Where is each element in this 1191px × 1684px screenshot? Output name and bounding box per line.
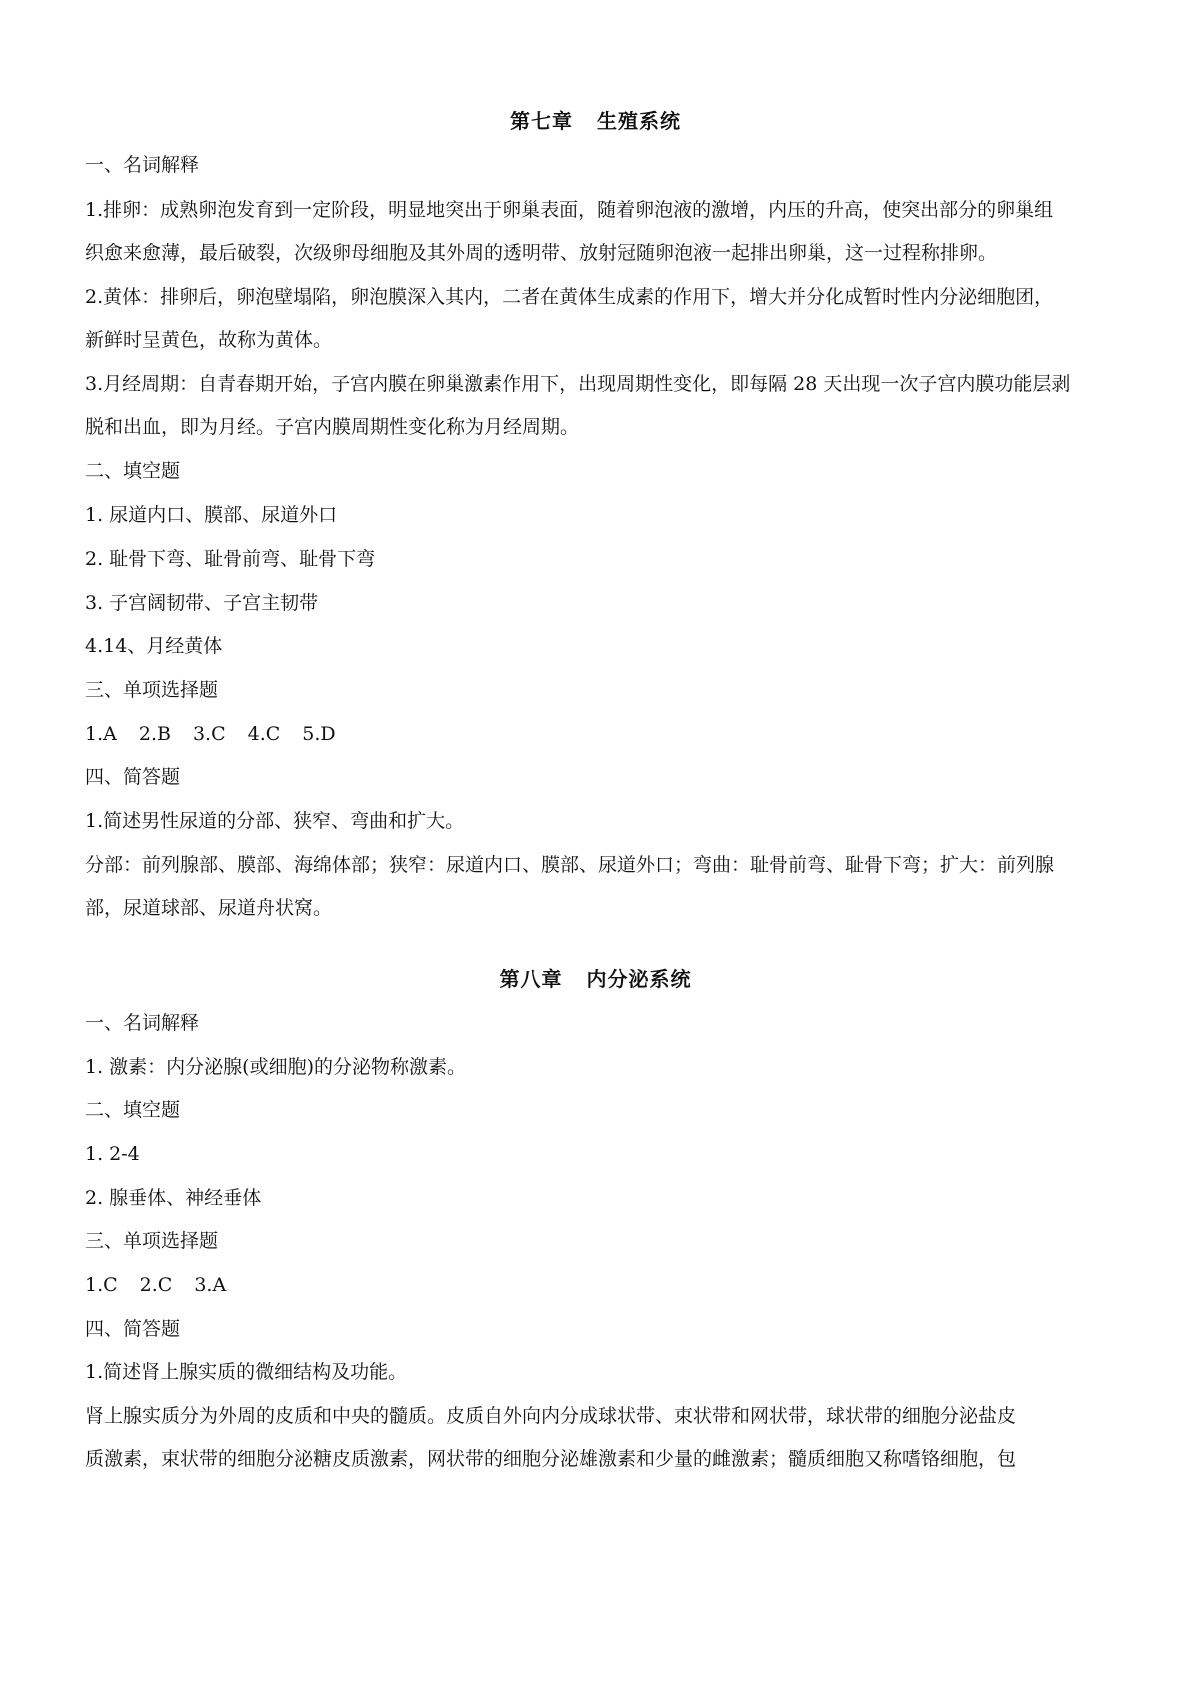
mc-answer: 1.A bbox=[85, 723, 117, 745]
ch7-def-ovulation-line2: 织愈来愈薄，最后破裂，次级卵母细胞及其外周的透明带、放射冠随卵泡液一起排出卵巢，这一过程称排卵。 bbox=[85, 242, 998, 264]
ch7-short-question-1: 1.简述男性尿道的分部、狭窄、弯曲和扩大。 bbox=[85, 810, 465, 832]
ch8-def-hormone: 1. 激素：内分泌腺(或细胞)的分泌物称激素。 bbox=[85, 1056, 466, 1078]
ch8-section-short-answer: 四、简答题 bbox=[85, 1318, 181, 1340]
ch8-section-fill-blank: 二、填空题 bbox=[85, 1099, 181, 1121]
ch8-fill-answer-2: 2. 腺垂体、神经垂体 bbox=[85, 1187, 262, 1209]
ch7-def-corpus-luteum-line1: 2.黄体：排卵后，卵泡壁塌陷，卵泡膜深入其内，二者在黄体生成素的作用下，增大并分化成暂时性内分泌细胞团， bbox=[85, 286, 1054, 308]
ch8-fill-answer-1: 1. 2-4 bbox=[85, 1143, 140, 1165]
ch7-section-fill-blank: 二、填空题 bbox=[85, 460, 181, 482]
chapter-7-title bbox=[0, 107, 1191, 135]
mc-answer: 2.B bbox=[138, 723, 171, 745]
chapter-7-number: 第七章 bbox=[510, 109, 573, 133]
ch7-def-menstrual-cycle-line1: 3.月经周期：自青春期开始，子宫内膜在卵巢激素作用下，出现周期性变化，即每隔 28 天出现一次子宫内膜功能层剥 bbox=[85, 373, 1071, 395]
ch7-fill-answer-4: 4.14、月经黄体 bbox=[85, 635, 223, 657]
ch7-def-ovulation-line1: 1.排卵：成熟卵泡发育到一定阶段，明显地突出于卵巢表面，随着卵泡液的激增，内压的升高，使突出部分的卵巢组 bbox=[85, 199, 1054, 221]
ch7-def-corpus-luteum-line2: 新鲜时呈黄色，故称为黄体。 bbox=[85, 329, 333, 351]
ch7-def-menstrual-cycle-line2: 脱和出血，即为月经。子宫内膜周期性变化称为月经周期。 bbox=[85, 416, 580, 438]
chapter-8-number: 第八章 bbox=[499, 967, 563, 991]
ch7-fill-answer-2: 2. 耻骨下弯、耻骨前弯、耻骨下弯 bbox=[85, 548, 376, 570]
ch7-fill-answer-1: 1. 尿道内口、膜部、尿道外口 bbox=[85, 504, 338, 526]
mc-answer: 2.C bbox=[139, 1274, 173, 1296]
ch7-fill-answer-3: 3. 子宫阔韧带、子宫主韧带 bbox=[85, 592, 319, 614]
ch8-short-answer-line1: 肾上腺实质分为外周的皮质和中央的髓质。皮质自外向内分成球状带、束状带和网状带，球状带的细胞分泌盐皮 bbox=[85, 1405, 1017, 1427]
mc-answer: 5.D bbox=[302, 723, 336, 745]
mc-answer: 3.A bbox=[194, 1274, 227, 1296]
ch7-section-definitions: 一、名词解释 bbox=[85, 154, 200, 176]
chapter-8-name: 内分泌系统 bbox=[586, 967, 692, 991]
mc-answer: 3.C bbox=[192, 723, 226, 745]
ch8-section-multiple-choice: 三、单项选择题 bbox=[85, 1230, 219, 1252]
mc-answer: 4.C bbox=[247, 723, 281, 745]
ch8-section-definitions: 一、名词解释 bbox=[85, 1012, 200, 1034]
ch7-mc-answers bbox=[85, 721, 1115, 747]
ch8-short-question-1: 1.简述肾上腺实质的微细结构及功能。 bbox=[85, 1361, 408, 1383]
ch7-short-answer-line1: 分部：前列腺部、膜部、海绵体部；狭窄：尿道内口、膜部、尿道外口；弯曲：耻骨前弯、耻骨下弯；扩大：前列腺 bbox=[85, 854, 1055, 876]
chapter-8-title bbox=[0, 965, 1191, 993]
ch8-short-answer-line2: 质激素，束状带的细胞分泌糖皮质激素，网状带的细胞分泌雄激素和少量的雌激素；髓质细胞又称嗜铬细胞，包 bbox=[85, 1448, 1017, 1470]
ch7-section-multiple-choice: 三、单项选择题 bbox=[85, 679, 219, 701]
ch7-short-answer-line2: 部，尿道球部、尿道舟状窝。 bbox=[85, 897, 333, 919]
mc-answer: 1.C bbox=[85, 1274, 118, 1296]
ch8-mc-answers bbox=[85, 1272, 1115, 1298]
chapter-7-name: 生殖系统 bbox=[597, 109, 681, 133]
ch7-section-short-answer: 四、简答题 bbox=[85, 766, 181, 788]
